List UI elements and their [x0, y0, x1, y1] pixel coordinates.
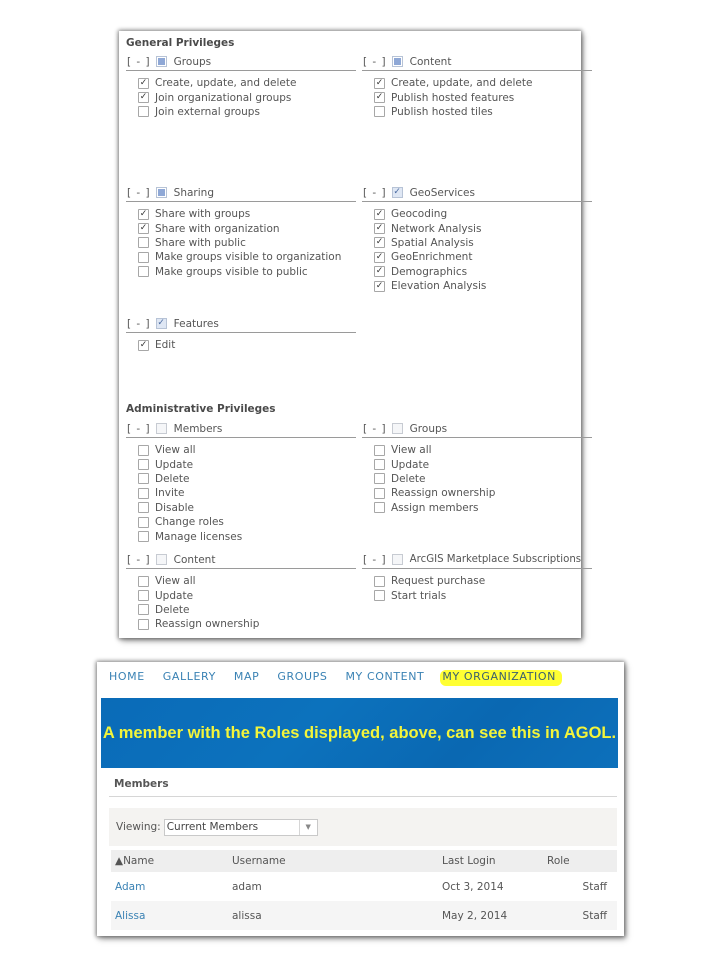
collapse-toggle[interactable]: [ - ] — [127, 317, 151, 330]
privilege-item[interactable] — [138, 90, 357, 104]
privilege-item[interactable] — [374, 457, 593, 471]
collapse-toggle[interactable]: [ - ] — [363, 422, 387, 435]
checkbox-checked[interactable] — [138, 223, 149, 234]
privilege-label: Create, update, and delete — [391, 77, 533, 90]
checkbox-checked[interactable] — [374, 209, 385, 220]
checkbox-checked[interactable] — [374, 223, 385, 234]
member-username: alissa — [232, 909, 262, 922]
group-label: Features — [173, 317, 219, 330]
privilege-item[interactable] — [138, 76, 357, 90]
column-header-last-login[interactable]: Last Login — [442, 855, 496, 867]
privilege-label: Elevation Analysis — [391, 280, 487, 293]
column-header-role[interactable]: Role — [547, 855, 570, 867]
group-label: GeoServices — [409, 186, 475, 199]
group-checkbox[interactable] — [156, 318, 167, 329]
checkbox-unchecked[interactable] — [138, 604, 149, 615]
privilege-label: Geocoding — [391, 208, 448, 221]
member-name-link[interactable]: Adam — [115, 880, 146, 893]
divider — [109, 796, 617, 797]
privilege-group-general-groups — [126, 53, 357, 119]
administrative-privileges-title: Administrative Privileges — [126, 403, 276, 415]
checkbox-unchecked[interactable] — [374, 502, 385, 513]
privilege-label: Share with groups — [155, 208, 251, 221]
group-label: Groups — [173, 55, 212, 68]
privilege-label: Publish hosted features — [391, 91, 515, 104]
checkbox-unchecked[interactable] — [138, 266, 149, 277]
privilege-item[interactable] — [138, 443, 357, 457]
checkbox-unchecked[interactable] — [374, 473, 385, 484]
checkbox-checked[interactable] — [374, 266, 385, 277]
privilege-item[interactable] — [374, 279, 593, 293]
checkbox-unchecked[interactable] — [374, 576, 385, 587]
privilege-item[interactable] — [138, 515, 357, 529]
member-role: Staff — [582, 909, 607, 922]
privilege-label: Share with organization — [155, 222, 280, 235]
privilege-item[interactable] — [138, 338, 357, 352]
nav-gallery[interactable]: GALLERY — [162, 670, 216, 683]
privilege-label: Update — [155, 458, 194, 471]
collapse-toggle[interactable]: [ - ] — [127, 186, 151, 199]
checkbox-unchecked[interactable] — [138, 473, 149, 484]
privilege-item[interactable] — [138, 457, 357, 471]
checkbox-checked[interactable] — [138, 92, 149, 103]
viewing-select[interactable] — [164, 819, 318, 836]
agol-organization-panel — [97, 662, 624, 936]
privilege-label: Delete — [155, 472, 190, 485]
privilege-group-admin-groups — [362, 420, 593, 515]
table-row — [111, 901, 617, 930]
checkbox-unchecked[interactable] — [138, 590, 149, 601]
privilege-label: Edit — [155, 339, 176, 352]
checkbox-checked[interactable] — [138, 209, 149, 220]
checkbox-unchecked[interactable] — [138, 106, 149, 117]
privilege-label: View all — [155, 575, 196, 588]
privilege-label: Start trials — [391, 589, 447, 602]
privilege-item[interactable] — [374, 90, 593, 104]
group-checkbox[interactable] — [392, 56, 403, 67]
member-username: adam — [232, 880, 262, 893]
organization-banner — [101, 698, 618, 768]
privilege-item[interactable] — [374, 501, 593, 515]
privilege-item[interactable] — [374, 588, 593, 602]
checkbox-unchecked[interactable] — [138, 459, 149, 470]
column-header-name[interactable]: ▲Name — [115, 855, 155, 867]
privilege-item[interactable] — [138, 501, 357, 515]
privileges-panel — [119, 31, 581, 638]
top-navigation — [109, 670, 580, 686]
privilege-item[interactable] — [374, 443, 593, 457]
privilege-item[interactable] — [138, 574, 357, 588]
group-label: Content — [409, 55, 452, 68]
nav-groups[interactable]: GROUPS — [277, 670, 328, 683]
privilege-label: Update — [155, 589, 194, 602]
group-checkbox[interactable] — [156, 423, 167, 434]
checkbox-checked[interactable] — [374, 252, 385, 263]
checkbox-unchecked[interactable] — [138, 252, 149, 263]
checkbox-unchecked[interactable] — [374, 445, 385, 456]
group-label: ArcGIS Marketplace Subscriptions — [409, 554, 582, 565]
member-last-login: Oct 3, 2014 — [442, 880, 504, 893]
privilege-item[interactable] — [374, 265, 593, 279]
privilege-label: Create, update, and delete — [155, 77, 297, 90]
collapse-toggle[interactable]: [ - ] — [363, 553, 387, 566]
privilege-label: Reassign ownership — [155, 618, 260, 631]
group-checkbox[interactable] — [156, 187, 167, 198]
privilege-label: Invite — [155, 487, 185, 500]
collapse-toggle[interactable]: [ - ] — [127, 422, 151, 435]
privilege-label: GeoEnrichment — [391, 251, 473, 264]
privilege-label: Share with public — [155, 236, 246, 249]
privilege-item[interactable] — [138, 265, 357, 279]
viewing-select-value: Current Members — [166, 821, 259, 833]
table-row — [111, 872, 617, 901]
privilege-item[interactable] — [374, 221, 593, 235]
privilege-group-admin-marketplace — [362, 551, 593, 603]
privilege-item[interactable] — [374, 105, 593, 119]
checkbox-checked[interactable] — [374, 237, 385, 248]
privilege-item[interactable] — [138, 603, 357, 617]
checkbox-unchecked[interactable] — [138, 502, 149, 513]
nav-my-organization[interactable]: MY ORGANIZATION — [440, 670, 562, 686]
privilege-label: Make groups visible to organization — [155, 251, 342, 264]
member-name-link[interactable]: Alissa — [115, 909, 146, 922]
privilege-label: Request purchase — [391, 575, 486, 588]
checkbox-unchecked[interactable] — [374, 590, 385, 601]
privilege-label: Delete — [391, 472, 426, 485]
collapse-toggle[interactable]: [ - ] — [363, 186, 387, 199]
privilege-label: Publish hosted tiles — [391, 105, 493, 118]
members-table — [111, 850, 617, 930]
checkbox-unchecked[interactable] — [374, 106, 385, 117]
column-header-username[interactable]: Username — [232, 855, 286, 867]
privilege-item[interactable] — [138, 105, 357, 119]
group-label: Content — [173, 553, 216, 566]
nav-my-content[interactable]: MY CONTENT — [345, 670, 425, 683]
privilege-group-admin-content — [126, 551, 357, 632]
group-checkbox[interactable] — [392, 554, 403, 565]
checkbox-unchecked[interactable] — [138, 445, 149, 456]
privilege-label: Manage licenses — [155, 530, 243, 543]
privilege-item[interactable] — [374, 76, 593, 90]
checkbox-checked[interactable] — [374, 92, 385, 103]
group-checkbox[interactable] — [392, 423, 403, 434]
nav-home[interactable]: HOME — [109, 670, 145, 683]
collapse-toggle[interactable]: [ - ] — [127, 553, 151, 566]
privilege-label: Join organizational groups — [155, 91, 292, 104]
checkbox-unchecked[interactable] — [138, 488, 149, 499]
checkbox-unchecked[interactable] — [374, 459, 385, 470]
privilege-item[interactable] — [138, 207, 357, 221]
privilege-item[interactable] — [138, 617, 357, 631]
privilege-label: Reassign ownership — [391, 487, 496, 500]
privilege-label: Demographics — [391, 265, 468, 278]
privilege-label: Change roles — [155, 516, 224, 529]
checkbox-checked[interactable] — [374, 281, 385, 292]
privilege-item[interactable] — [374, 236, 593, 250]
general-privileges-title: General Privileges — [126, 37, 235, 49]
privilege-item[interactable] — [374, 207, 593, 221]
banner-annotation-text: A member with the Roles displayed, above, can see this in AGOL. — [102, 723, 617, 742]
privilege-label: Disable — [155, 501, 194, 514]
privilege-item[interactable] — [138, 250, 357, 264]
group-checkbox[interactable] — [392, 187, 403, 198]
privilege-item[interactable] — [138, 221, 357, 235]
group-label: Sharing — [173, 186, 214, 199]
checkbox-unchecked[interactable] — [374, 488, 385, 499]
privilege-label: Network Analysis — [391, 222, 482, 235]
checkbox-checked[interactable] — [138, 78, 149, 89]
privilege-group-general-features — [126, 315, 357, 352]
privilege-item[interactable] — [138, 529, 357, 543]
privilege-item[interactable] — [138, 472, 357, 486]
chevron-down-icon[interactable]: ▼ — [299, 820, 317, 835]
group-checkbox[interactable] — [156, 56, 167, 67]
collapse-toggle[interactable]: [ - ] — [127, 55, 151, 68]
member-role: Staff — [582, 880, 607, 893]
nav-map[interactable]: MAP — [233, 670, 260, 683]
checkbox-unchecked[interactable] — [138, 531, 149, 542]
group-label: Groups — [409, 422, 448, 435]
privilege-item[interactable] — [138, 236, 357, 250]
checkbox-unchecked[interactable] — [138, 517, 149, 528]
privilege-group-admin-members — [126, 420, 357, 544]
privilege-label: View all — [155, 444, 196, 457]
privilege-item[interactable] — [374, 574, 593, 588]
privilege-group-general-sharing — [126, 184, 357, 279]
checkbox-unchecked[interactable] — [138, 576, 149, 587]
group-checkbox[interactable] — [156, 554, 167, 565]
privilege-group-general-geoservices — [362, 184, 593, 293]
privilege-label: View all — [391, 444, 432, 457]
checkbox-checked[interactable] — [374, 78, 385, 89]
group-label: Members — [173, 422, 223, 435]
privilege-label: Spatial Analysis — [391, 236, 474, 249]
privilege-label: Update — [391, 458, 430, 471]
table-header-row — [111, 850, 617, 872]
privilege-label: Join external groups — [155, 105, 260, 118]
checkbox-unchecked[interactable] — [138, 619, 149, 630]
privilege-item[interactable] — [138, 588, 357, 602]
privilege-label: Assign members — [391, 501, 479, 514]
collapse-toggle[interactable]: [ - ] — [363, 55, 387, 68]
checkbox-checked[interactable] — [138, 340, 149, 351]
privilege-item[interactable] — [374, 472, 593, 486]
member-last-login: May 2, 2014 — [442, 909, 508, 922]
privilege-label: Delete — [155, 603, 190, 616]
members-heading: Members — [114, 778, 169, 790]
checkbox-unchecked[interactable] — [138, 237, 149, 248]
members-filter-bar — [109, 808, 617, 846]
privilege-item[interactable] — [138, 486, 357, 500]
privilege-group-general-content — [362, 53, 593, 119]
viewing-label: Viewing: — [116, 821, 161, 833]
privilege-label: Make groups visible to public — [155, 265, 308, 278]
privilege-item[interactable] — [374, 250, 593, 264]
privilege-item[interactable] — [374, 486, 593, 500]
